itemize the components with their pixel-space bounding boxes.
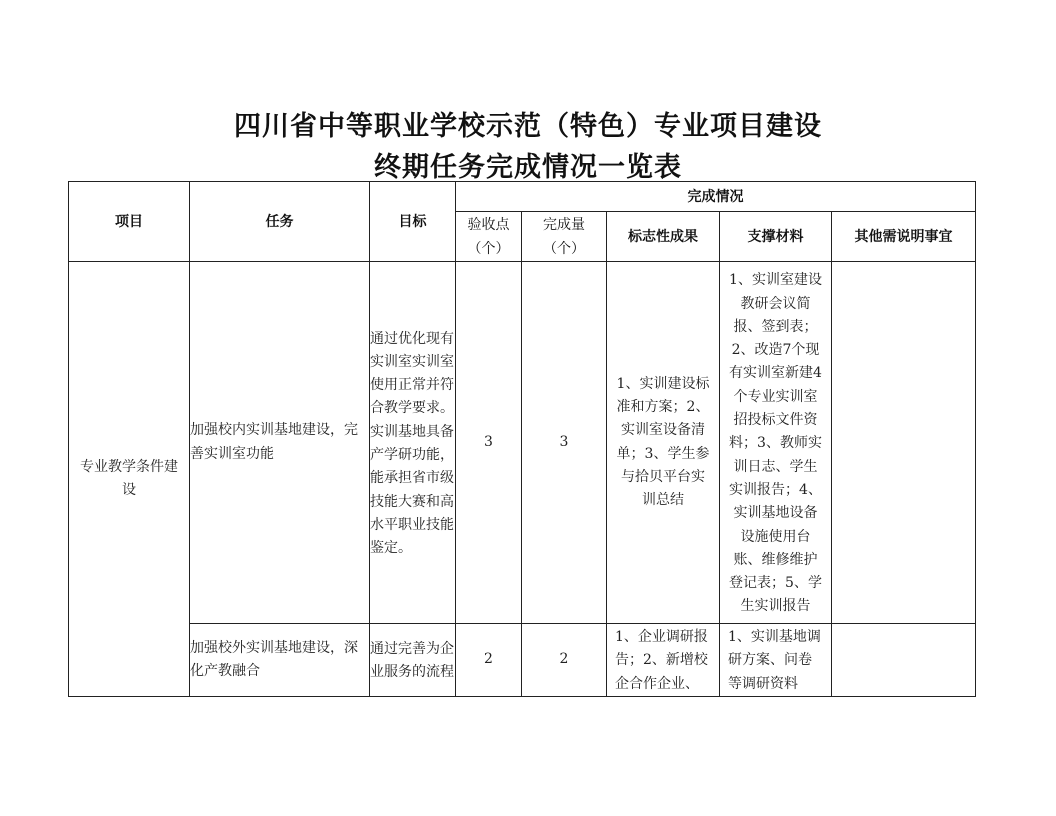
cell-notes — [832, 624, 976, 697]
cell-checkpoints: 3 — [456, 262, 522, 624]
cell-task: 加强校内实训基地建设，完善实训室功能 — [190, 262, 370, 624]
header-task: 任务 — [190, 182, 370, 262]
header-notes: 其他需说明事宜 — [832, 212, 976, 262]
cell-project: 专业教学条件建设 — [69, 262, 190, 697]
cell-completed: 3 — [522, 262, 607, 624]
document-title-line1: 四川省中等职业学校示范（特色）专业项目建设 — [234, 111, 822, 142]
header-checkpoints: 验收点（个） — [456, 212, 522, 262]
header-goal: 目标 — [370, 182, 456, 262]
header-completed: 完成量（个） — [522, 212, 607, 262]
cell-checkpoints: 2 — [456, 624, 522, 697]
header-project: 项目 — [69, 182, 190, 262]
document-title-line2: 终期任务完成情况一览表 — [374, 152, 682, 183]
table-row — [69, 262, 976, 624]
cell-completed: 2 — [522, 624, 607, 697]
cell-notes — [832, 262, 976, 624]
summary-table — [68, 181, 976, 697]
cell-materials: 1、实训室建设教研会议简报、签到表；2、改造7个现有实训室新建4个专业实训室招投标文件资料；3、教师实训日志、学生实训报告；4、实训基地设备设施使用台账、维修维护登记表；5、学生实训报告 — [720, 262, 832, 624]
table-row — [69, 624, 976, 697]
cell-goal: 通过优化现有实训室实训室使用正常并符合教学要求。实训基地具备产学研功能，能承担省市级技能大赛和高水平职业技能鉴定。 — [370, 262, 456, 624]
header-materials: 支撑材料 — [720, 212, 832, 262]
cell-task: 加强校外实训基地建设，深化产教融合 — [190, 624, 370, 697]
header-results: 标志性成果 — [607, 212, 720, 262]
cell-results: 1、企业调研报告；2、新增校企合作企业、 — [607, 624, 720, 697]
cell-goal: 通过完善为企业服务的流程 — [370, 624, 456, 697]
cell-materials: 1、实训基地调研方案、问卷等调研资料 — [720, 624, 832, 697]
cell-results: 1、实训建设标准和方案；2、实训室设备清单；3、学生参与拾贝平台实训总结 — [607, 262, 720, 624]
header-completion-group: 完成情况 — [456, 182, 976, 212]
header-row-1 — [69, 182, 976, 212]
